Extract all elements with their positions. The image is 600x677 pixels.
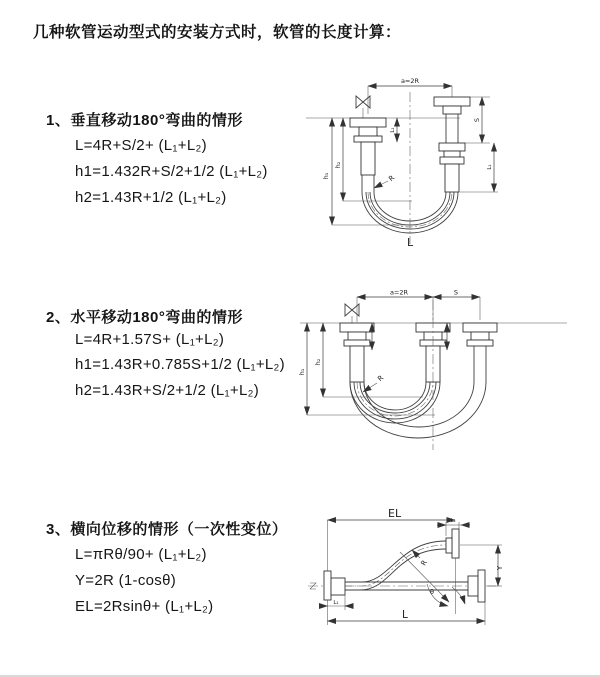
braided-hose-section xyxy=(445,164,459,192)
dim-label-s: S xyxy=(473,117,481,123)
dim-label-a2r: a=2R xyxy=(400,77,420,85)
formula-line: h1=1.432R+S/2+1/2 (L₁+L₂) xyxy=(75,163,268,180)
formula-line: h2=1.43R+S/2+1/2 (L₁+L₂) xyxy=(75,382,260,399)
dim-label-theta: θ xyxy=(430,588,434,596)
formula-line: L=πRθ/90+ (L₁+L₂) xyxy=(75,546,207,563)
dim-label-r: R xyxy=(387,173,397,184)
dim-label-l: L xyxy=(407,236,414,249)
formula-line: Y=2R (1-cosθ) xyxy=(75,572,177,589)
section-1-heading: 1、垂直移动180°弯曲的情形 xyxy=(46,112,243,129)
dim-label-r: R xyxy=(376,373,386,384)
dim-label-a2r: a=2R xyxy=(389,288,409,297)
dim-label-h2: h₂ xyxy=(314,358,322,366)
formula-line: EL=2Rsinθ+ (L₁+L₂) xyxy=(75,598,214,615)
dim-label-el: EL xyxy=(388,507,402,520)
dim-label-h1: h₁ xyxy=(322,172,330,180)
dim-label-l1-left: L₁ xyxy=(390,127,396,133)
formula-line: h1=1.43R+0.785S+1/2 (L₁+L₂) xyxy=(75,356,285,373)
dim-label-h2: h₂ xyxy=(334,161,342,169)
dim-label-r: R xyxy=(419,558,429,568)
formula-line: L=4R+1.57S+ (L₁+L₂) xyxy=(75,331,225,348)
diagram-lateral-displacement xyxy=(300,502,600,650)
dim-label-l2: L₂ xyxy=(450,518,456,524)
dim-label-h1: h₁ xyxy=(298,368,306,376)
dim-label-s: S xyxy=(453,288,459,297)
dim-label-l: L xyxy=(402,609,408,621)
braided-hose-section xyxy=(350,346,364,382)
dim-label-l1: L₁ xyxy=(333,600,339,606)
diagram-vertical-180-bend xyxy=(300,68,590,260)
page-title: 几种软管运动型式的安装方式时，软管的长度计算： xyxy=(33,24,402,41)
section-2-heading: 2、水平移动180°弯曲的情形 xyxy=(46,309,243,326)
section-3-heading: 3、横向位移的情形（一次性变位） xyxy=(46,521,288,538)
formula-line: h2=1.43R+1/2 (L₁+L₂) xyxy=(75,189,227,206)
braided-hose-section xyxy=(361,142,375,175)
formula-line: L=4R+S/2+ (L₁+L₂) xyxy=(75,137,207,154)
dim-label-y: Y xyxy=(496,565,504,571)
diagram-horizontal-180-bend xyxy=(295,282,595,462)
dim-label-l1-right: L₁ xyxy=(487,164,493,170)
